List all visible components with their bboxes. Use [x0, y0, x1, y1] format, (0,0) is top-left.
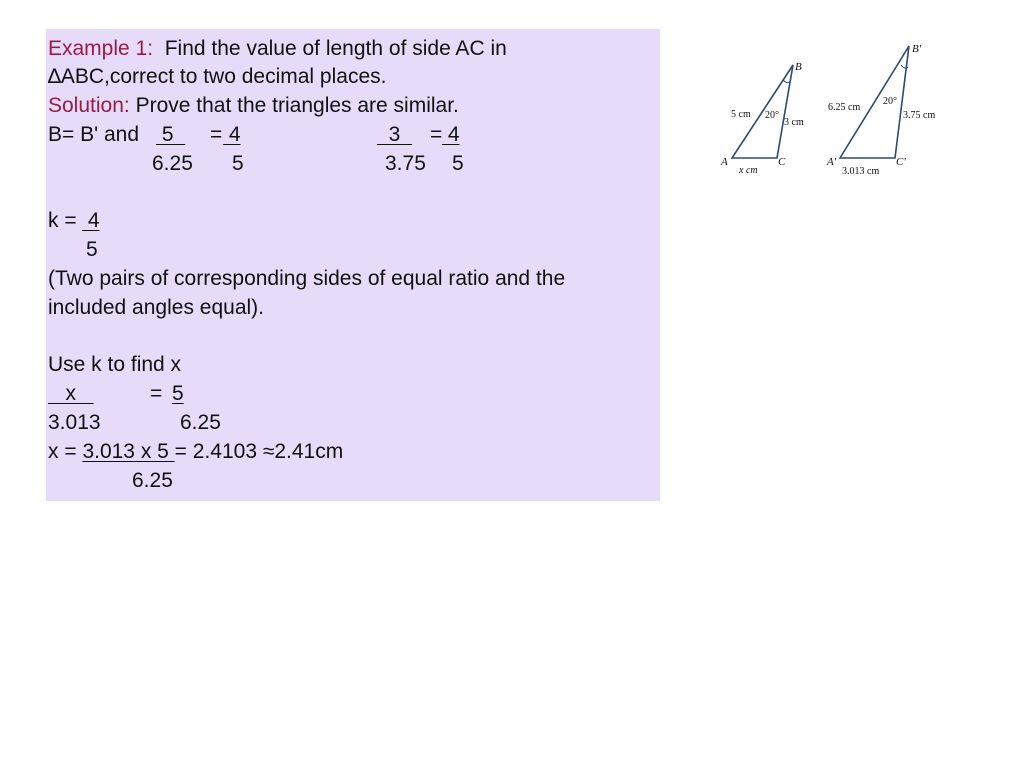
ratio2-denominator: 5: [232, 152, 244, 175]
vertex-c-prime-label: C': [896, 156, 906, 168]
ratio1-equals: =: [210, 123, 223, 146]
ratio3-denominator: 3.75: [385, 152, 426, 175]
side-b-prime-c-prime-label: 3.75 cm: [903, 110, 936, 121]
side-bc-label: 3 cm: [784, 117, 804, 128]
proportion-rhs-denominator: 6.25: [180, 411, 221, 434]
vertex-c-label: C: [778, 156, 786, 168]
proportion-x-numerator: x: [48, 382, 94, 405]
angle-b-arc: [783, 80, 790, 83]
vertex-b-label: B: [795, 61, 802, 73]
angle-equality: B= B' and: [48, 123, 139, 146]
angle-b-label: 20°: [765, 110, 779, 121]
worked-example-box: [46, 29, 660, 501]
example-label: Example 1:: [48, 37, 154, 60]
ratio1-denominator: 6.25: [152, 152, 193, 175]
scale-factor-numerator: 4: [82, 209, 100, 232]
reason-line-2: included angles equal).: [48, 296, 264, 319]
solution-equation-prefix: x =: [48, 440, 83, 463]
ratio3-numerator: 3: [377, 123, 413, 146]
solution-equation: [48, 438, 343, 466]
ratio1-numerator: 5: [156, 123, 186, 146]
solution-equation-numerator: 3.013 x 5: [82, 440, 175, 463]
proportion-rhs-numerator: 5: [172, 382, 184, 405]
solution-equation-result: = 2.4103 ≈2.41cm: [174, 440, 344, 463]
ratio3-equals: =: [430, 123, 443, 146]
triangle-abc: [720, 61, 804, 176]
proportion-equals: =: [150, 382, 169, 405]
example-heading: [48, 35, 507, 63]
vertex-b-prime-label: B': [912, 43, 922, 55]
vertex-a-label: A: [721, 156, 728, 168]
side-a-prime-b-prime-label: 6.25 cm: [828, 102, 861, 113]
ratio2-numerator: 4: [223, 123, 241, 146]
scale-factor-label: k =: [48, 209, 77, 232]
use-k-heading: Use k to find x: [48, 353, 182, 376]
ratio4-denominator: 5: [452, 152, 464, 175]
vertex-a-prime-label: A': [827, 156, 837, 168]
angle-b-prime-label: 20°: [883, 96, 897, 107]
side-ac-label: x cm: [739, 165, 758, 176]
reason-line-1: (Two pairs of corresponding sides of equal ratio and the: [48, 267, 566, 290]
similar-triangles-diagram: [715, 40, 955, 185]
triangle-a-prime-b-prime-c-prime: [826, 43, 935, 177]
example-question-cont: ∆ABC,correct to two decimal places.: [48, 65, 387, 88]
proportion-x-denominator: 3.013: [48, 411, 101, 434]
solution-equation-denominator: 6.25: [132, 469, 173, 492]
solution-label: Solution:: [48, 94, 130, 117]
scale-factor-denominator: 5: [86, 238, 98, 261]
side-ab-label: 5 cm: [731, 109, 751, 120]
side-a-prime-c-prime-label: 3.013 cm: [842, 166, 880, 177]
solution-text: Prove that the triangles are similar.: [135, 94, 459, 117]
example-question: Find the value of length of side AC in: [164, 37, 507, 60]
solution-line: [48, 92, 459, 120]
ratio4-numerator: 4: [442, 123, 460, 146]
